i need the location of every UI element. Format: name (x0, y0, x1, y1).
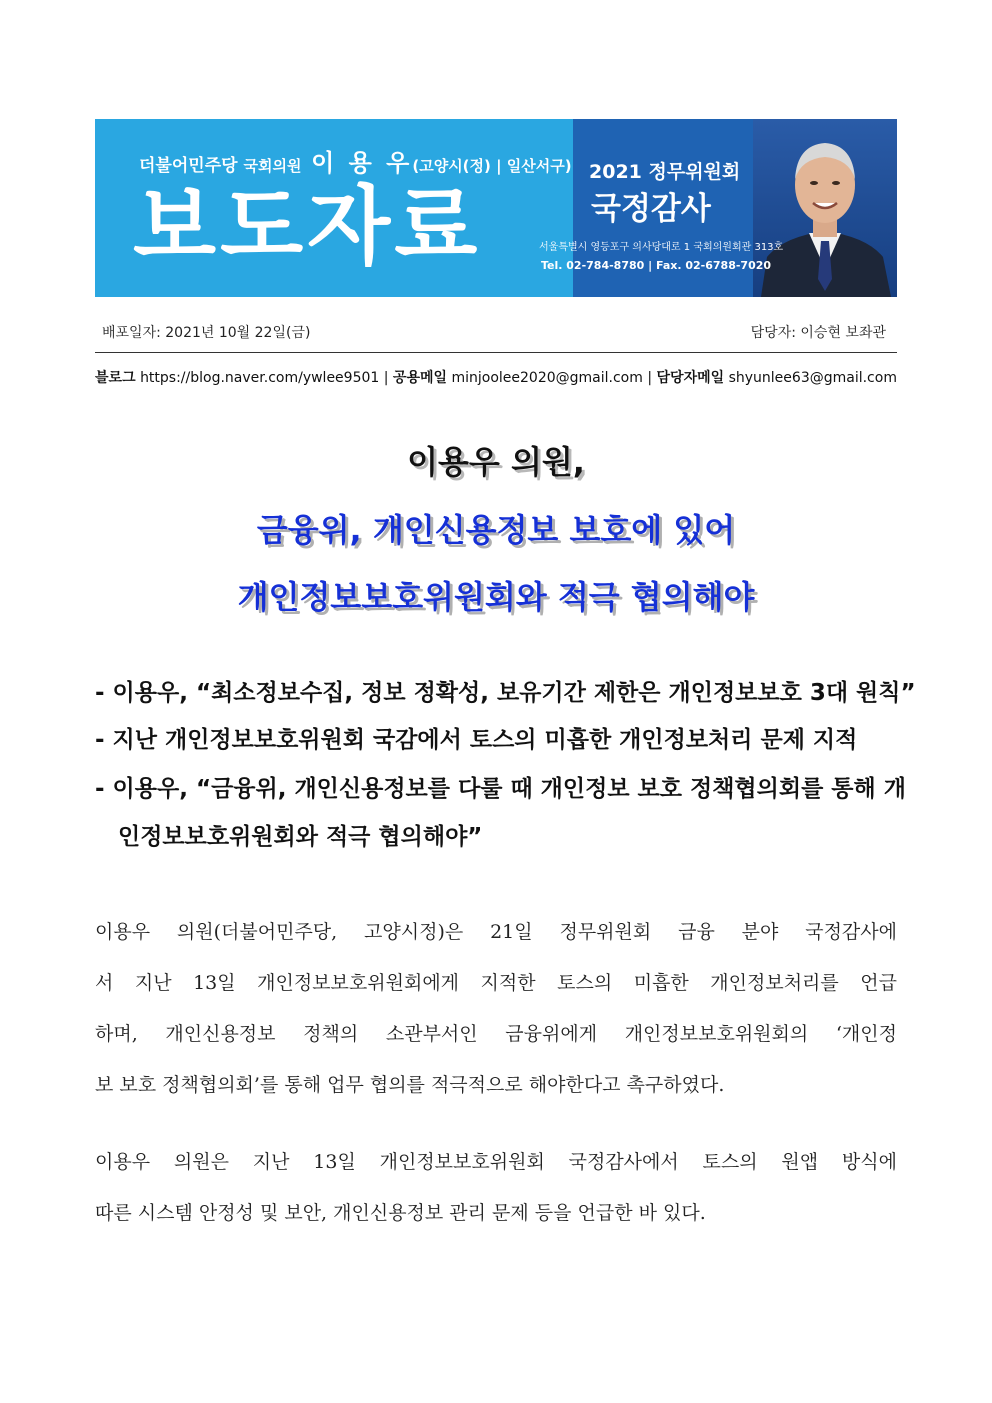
portrait-panel (753, 119, 897, 297)
office-phone: Tel. 02-784-8780 | Fax. 02-6788-7020 (541, 259, 772, 272)
portrait-photo (753, 119, 897, 297)
headline-line-2: 금융위, 개인신용정보 보호에 있어 (256, 511, 736, 549)
party-name: 더불어민주당 (139, 156, 238, 176)
staff-mail-label: 담당자메일 (656, 370, 725, 386)
staff-email[interactable]: shyunlee63@gmail.com (728, 370, 897, 386)
body-line: 보 보호 정책협의회’를 통해 업무 협의를 적극적으로 해야한다고 촉구하였다. (95, 1074, 725, 1096)
contact-person: 담당자: 이승현 보좌관 (750, 325, 886, 341)
member-name: 이 용 우 (311, 149, 413, 177)
mail-label: 공용메일 (392, 370, 448, 386)
summary-bullet: - 지난 개인정보보호위원회 국감에서 토스의 미흡한 개인정보처리 문제 지적 (95, 727, 858, 753)
body-paragraph-1 (95, 907, 897, 1111)
blog-link[interactable]: https://blog.naver.com/ywlee9501 (140, 370, 380, 386)
body-line: 서 지난 13일 개인정보보호위원회에게 지적한 토스의 미흡한 개인정보처리를 언급 (95, 972, 897, 994)
divider (95, 352, 897, 353)
release-meta (102, 322, 890, 344)
body-line: 하며, 개인신용정보 정책의 소관부서인 금융위에게 개인정보보호위원회의 ‘개인정 (95, 1023, 897, 1045)
body-line: 이용우 의원은 지난 13일 개인정보보호위원회 국정감사에서 토스의 원앱 방식에 (95, 1151, 897, 1173)
release-date: 배포일자: 2021년 10월 22일(금) (102, 325, 311, 341)
contact-info (0, 367, 992, 387)
body-paragraph-2 (95, 1137, 897, 1239)
audit-year: 2021 정무위원회 (589, 161, 741, 183)
member-district: (고양시(정) | 일산서구) (412, 157, 572, 175)
audit-name: 국정감사 (591, 191, 711, 227)
public-email[interactable]: minjoolee2020@gmail.com (451, 370, 643, 386)
separator: | (383, 370, 389, 386)
body-line: 이용우 의원(더불어민주당, 고양시정)은 21일 정무위원회 금융 분야 국정감사에 (95, 921, 897, 943)
office-address: 서울특별시 영등포구 의사당대로 1 국회의원회관 313호 (539, 242, 784, 253)
press-release-title: 보도자료 (133, 177, 482, 277)
headline-line-3: 개인정보보호위원회와 적극 협의해야 (237, 578, 755, 616)
summary-bullet-continuation: 인정보보호위원회와 적극 협의해야” (118, 824, 483, 850)
summary-bullet: - 이용우, “최소정보수집, 정보 정확성, 보유기간 제한은 개인정보보호 3대 원칙” (95, 680, 916, 706)
body-line: 따른 시스템 안정성 및 보안, 개인신용정보 관리 문제 등을 언급한 바 있다. (95, 1202, 706, 1224)
press-banner (95, 119, 897, 297)
member-role: 국회의원 (243, 157, 302, 175)
separator: | (647, 370, 653, 386)
party-line (139, 143, 572, 178)
blog-label: 블로그 (95, 370, 136, 386)
headline-line-1: 이용우 의원, (407, 443, 585, 481)
summary-bullet: - 이용우, “금융위, 개인신용정보를 다룰 때 개인정보 보호 정책협의회를 통해 개 (95, 776, 906, 802)
